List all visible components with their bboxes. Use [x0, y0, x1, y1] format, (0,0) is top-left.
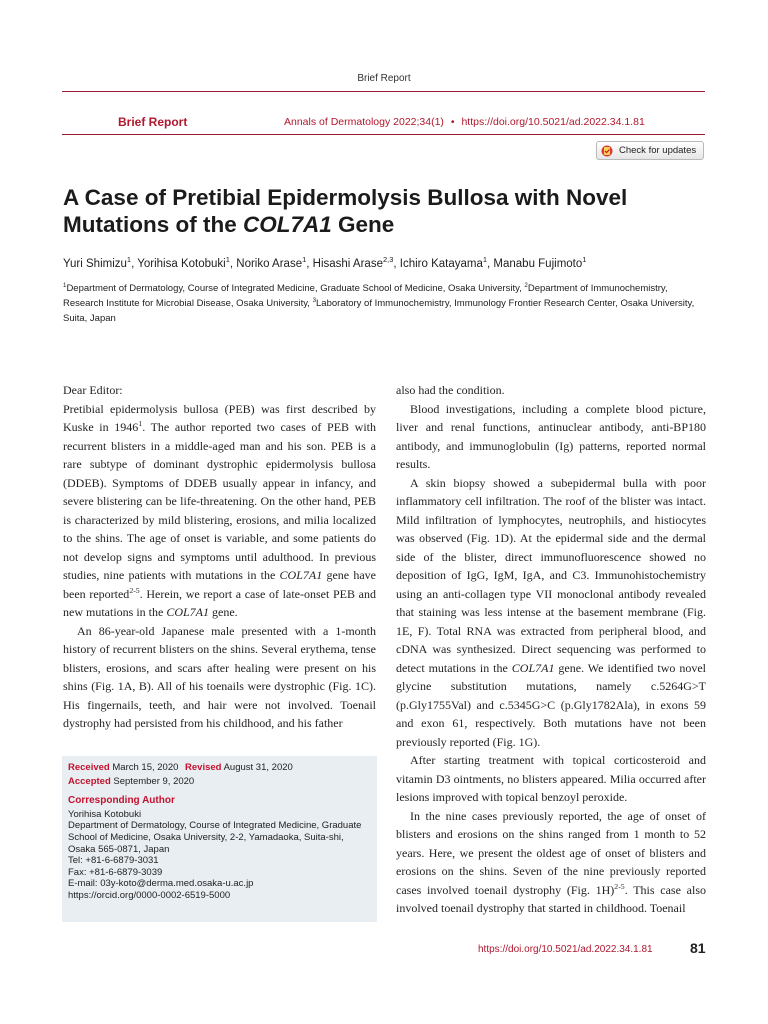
corresponding-author-heading: Corresponding Author [68, 795, 175, 807]
orcid-link[interactable]: https://orcid.org/0000-0002-6519-5000 [68, 889, 231, 901]
running-head: Brief Report [357, 73, 411, 84]
fax: Fax: +81-6-6879-3039 [68, 866, 163, 878]
paragraph: After starting treatment with topical corticosteroid and vitamin D3 ointments, no blisters appeared. Milia occurred after lesions improved with topical benzoyl peroxide. [396, 753, 706, 804]
bullet-separator: • [450, 116, 455, 128]
journal-citation [284, 116, 645, 128]
author: Noriko Arase$^1$, [236, 255, 313, 270]
author-list [63, 255, 587, 270]
paragraph: Blood investigations, including a complete blood picture, liver and renal functions, antinuclear antibody, anti-BP180 antibody, and immunoglobulin (Ig) patterns, reported normal results. [396, 401, 706, 471]
accepted-row: Accepted September 9, 2020 [68, 775, 195, 787]
article-title [63, 184, 663, 238]
header-rule-top [62, 91, 705, 92]
salutation: Dear Editor: [63, 383, 123, 397]
crossmark-icon [601, 145, 613, 157]
affiliation: Department of Dermatology, Course of Integrated Medicine, Graduate School of Medicine, Osaka University, [66, 283, 525, 294]
header-rule-bottom [62, 134, 705, 135]
author: Manabu Fujimoto$^1$ [493, 255, 587, 270]
affiliation: Laboratory of Immunochemistry, Immunology Frontier Research Center, Osaka University, Suita, Japan [63, 298, 695, 324]
author: Ichiro Katayama$^1$, [399, 255, 494, 270]
title-text-2: Gene [331, 212, 395, 237]
received-row: Received March 15, 2020 Revised August 31, 2020 [68, 762, 293, 773]
affiliations: $^1$Department of Dermatology, Course of Integrated Medicine, Graduate School of Medicine, Osaka University, $^2$Department of Immunochemistry, Research Institute for Microbial Disease, Osaka University, $^3$Laboratory of Immunochemistry, Immunology Frontier Research Center, Osaka University, Suita, Japan [63, 281, 695, 324]
article-info-box [62, 756, 377, 922]
paragraph: In the nine cases previously reported, the age of onset of blisters and erosions on the shins ranged from 1 month to 52 years. Here, we present the oldest age of onset of blisters and erosions on the shins. Seven of the nine previously reported cases involved toenail dystrophy (Fig. 1H)$^{2-5}$. This case also involved toenail dystrophy that started in childhood. Toenail [396, 808, 706, 915]
footer-doi-link[interactable]: https://doi.org/10.5021/ad.2022.34.1.81 [478, 944, 653, 955]
body-column-left [63, 381, 376, 733]
paragraph-continued: also had the condition. [396, 383, 505, 397]
corresponding-author-address: Department of Dermatology, Course of Integrated Medicine, Graduate School of Medicine, Osaka University, 2-2, Yamadaoka, Suita-shi, Osaka 565-0871, Japan [68, 820, 362, 855]
paragraph: An 86-year-old Japanese male presented with a 1-month history of recurrent blisters on the shins. Several erythema, tense blisters, erosions, and scars after healing were present on his shins (Fig. 1A, B). All of his toenails were dystrophic (Fig. 1C). His fingernails, teeth, and hair were not involved. Toenail dystrophy had persisted from his childhood, and his father [63, 623, 376, 730]
section-label: Brief Report [118, 115, 188, 129]
corresponding-author-name: Yorihisa Kotobuki [68, 808, 142, 820]
author: Yorihisa Kotobuki$^1$, [137, 255, 237, 270]
check-for-updates-button[interactable] [596, 141, 704, 160]
title-text-1: A Case of Pretibial Epidermolysis Bullosa with Novel Mutations of the [63, 185, 628, 237]
check-for-updates-label: Check for updates [619, 145, 697, 156]
author: Hisashi Arase$^{2,3}$, [312, 255, 400, 270]
body-column-right [396, 381, 706, 918]
title-gene: COL7A1 [242, 212, 332, 237]
journal-name: Annals of Dermatology 2022;34(1) [284, 116, 444, 128]
paragraph: Pretibial epidermolysis bullosa (PEB) was first described by Kuske in 1946$^1$. The author reported two cases of PEB with recurrent blisters in a middle-aged man and his son. PEB is a rare subtype of dominant dystrophic epidermolysis bullosa (DDEB). Symptoms of DDEB usually appear in infancy, and severe blistering can be life-threatening. On the other hand, PEB is characterized by mild blistering, erosions, and milia localized to the shins. The age of onset is variable, and some patients do not develop signs and symptoms until adulthood. In previous studies, nine patients with mutations in the COL7A1 gene have been reported$^{2-5}$. Herein, we report a case of late-onset PEB and new mutations in the COL7A1 gene. [63, 401, 377, 619]
journal-doi-link[interactable]: https://doi.org/10.5021/ad.2022.34.1.81 [461, 116, 645, 128]
paragraph: A skin biopsy showed a subepidermal bulla with poor inflammatory cell infiltration. The roof of the blister was intact. Mild infiltration of lymphocytes, neutrophils, and histiocytes was observed (Fig. 1D). At the epidermal side and the dermal side of the blister, direct immunofluorescence showed no deposition of IgG, IgM, IgA, and C3. Immunohistochemistry using an anti-collagen type VII monoclonal antibody revealed that staining was less intense at the basement membrane (Fig. 1E, F). Total RNA was extracted from peripheral blood, and cDNA was synthesized. Direct sequencing was performed to detect mutations in the COL7A1 gene. We identified two novel glycine substitution mutations, namely c.5264G>T (p.Gly1755Val) and c.5345G>C (p.Gly1782Ala), in exons 59 and exon 61, respectively. Both mutations have not been previously reported (Fig. 1G). [396, 475, 706, 749]
author: Yuri Shimizu$^1$, [63, 255, 138, 270]
phone: Tel: +81-6-6879-3031 [68, 855, 159, 867]
page-number: 81 [690, 940, 706, 956]
affiliation: Department of Immunochemistry, Research Institute for Microbial Disease, Osaka University, [63, 283, 668, 309]
email-link[interactable]: E-mail: 03y-koto@derma.med.osaka-u.ac.jp [68, 878, 254, 890]
